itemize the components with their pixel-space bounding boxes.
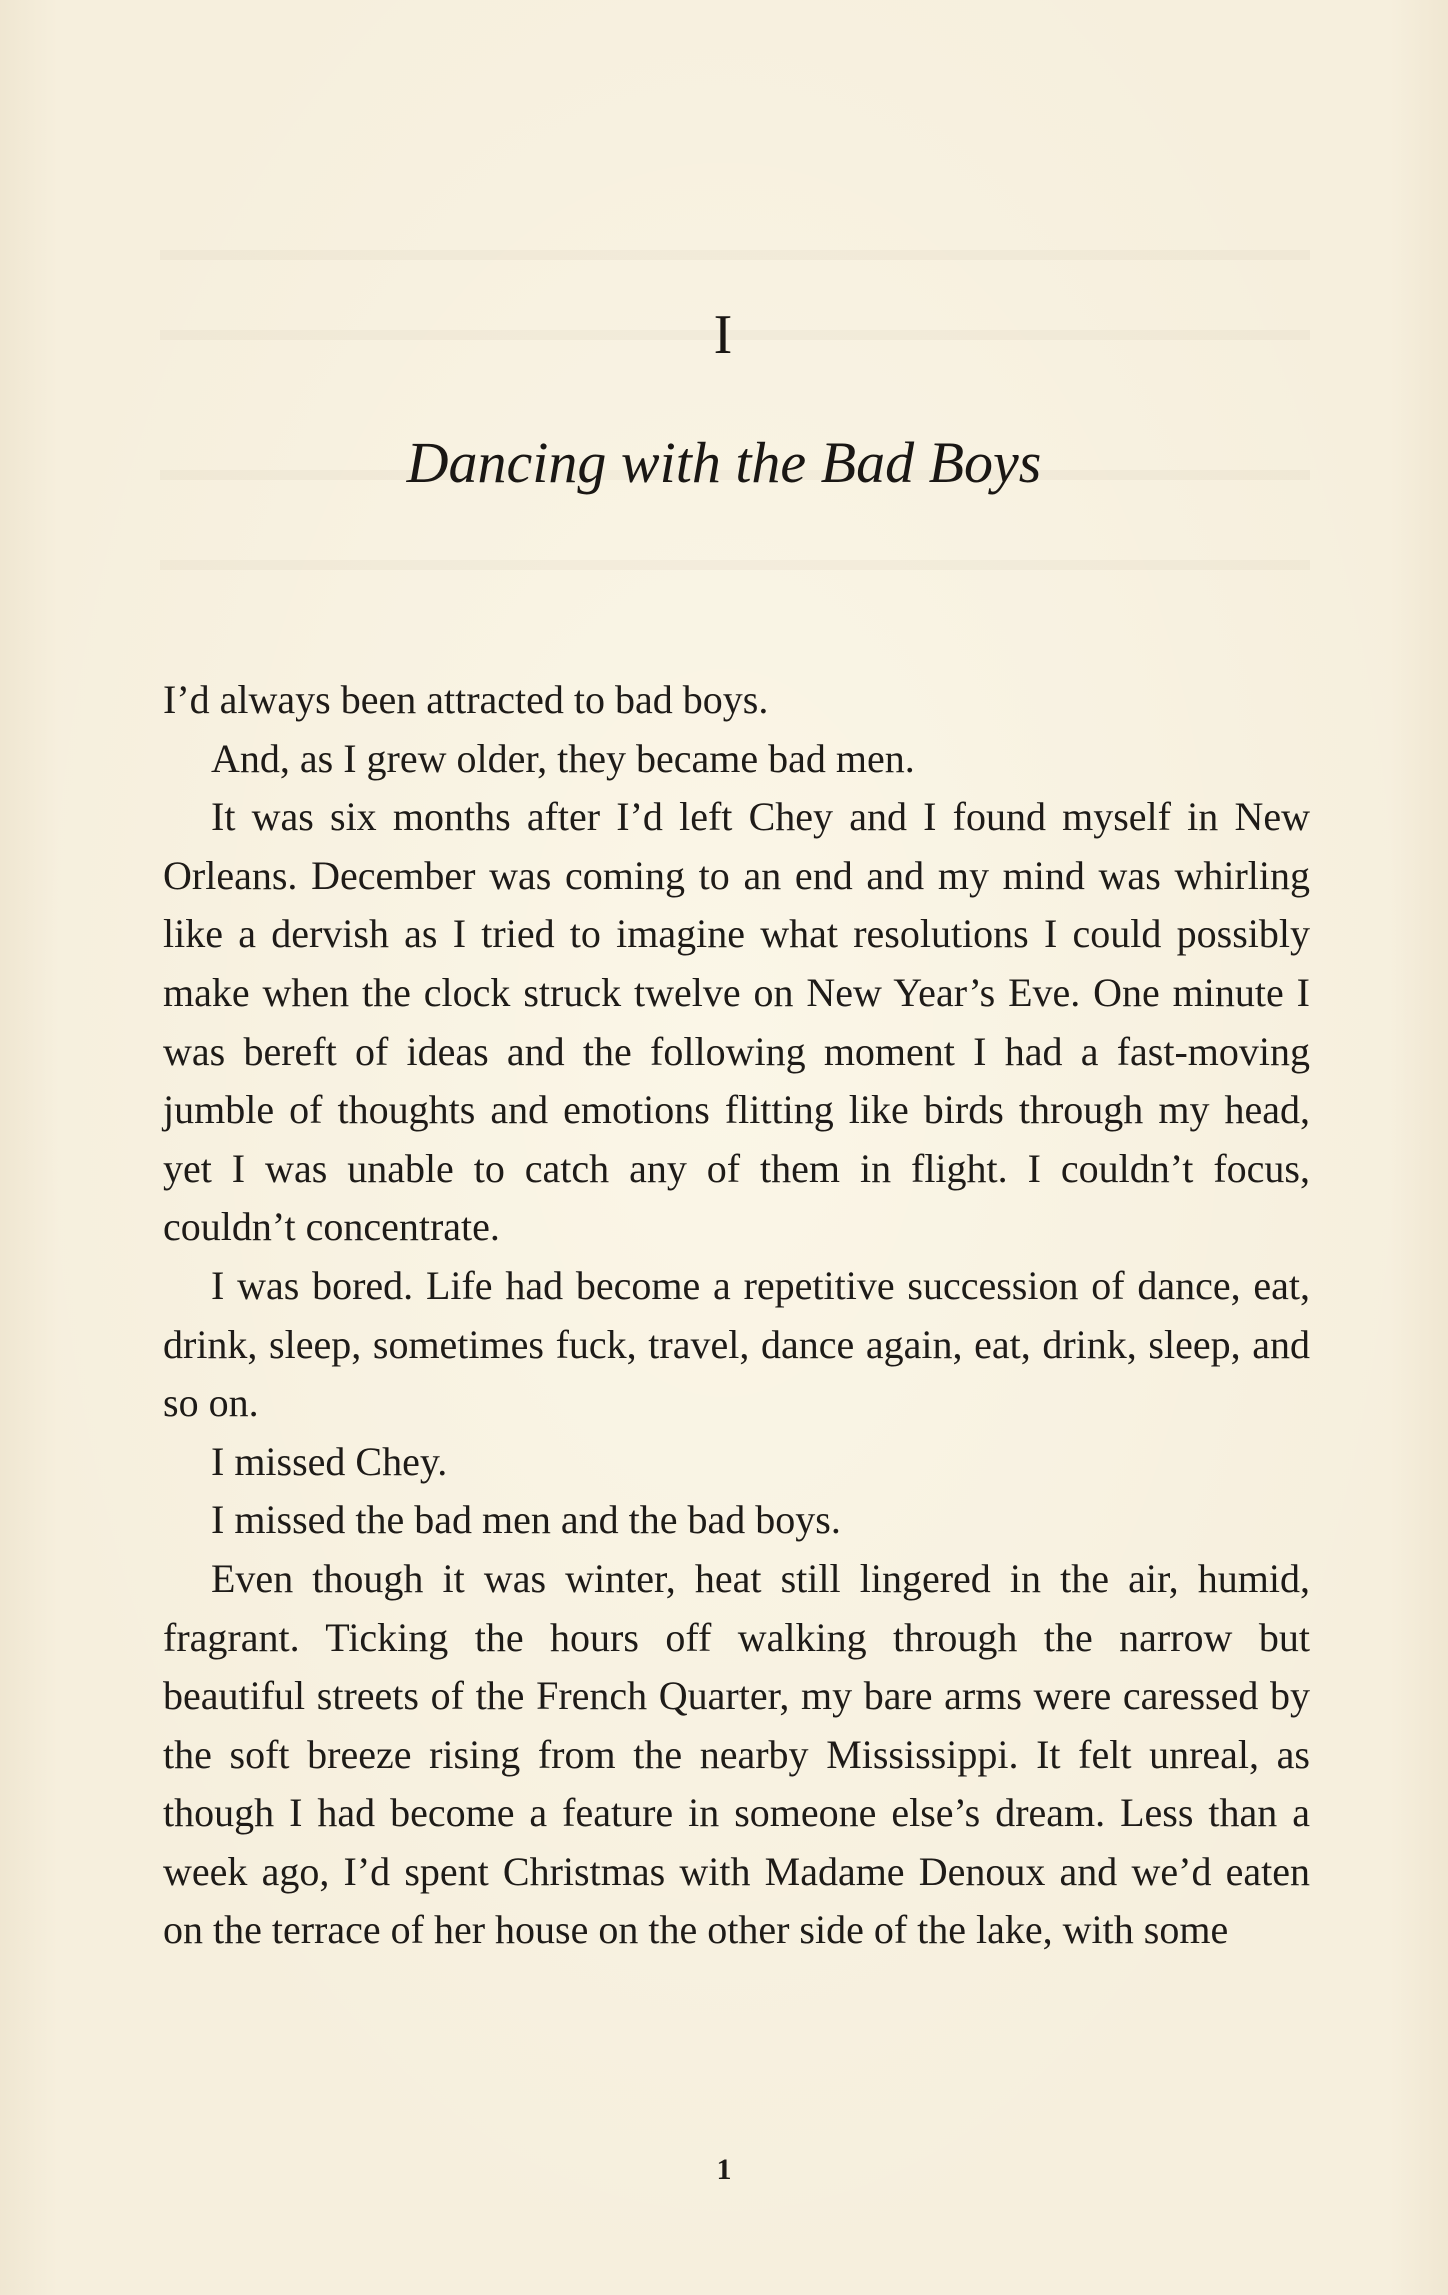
show-through-line — [160, 250, 1310, 260]
paragraph: I missed the bad men and the bad boys. — [211, 1497, 841, 1543]
paragraph: Even though it was winter, heat still lingered in the air, humid, fragrant. Ticking the hours off walking through the narrow but beautiful streets of the French Quarter, my bare arms were caressed by the soft breeze rising from the nearby Mississippi. It felt unreal, as though I had become a feature in someone else’s dream. Less than a week ago, I’d spent Christmas with Madame Denoux and we’d eaten on the terrace of her house on the other side of the lake, with some — [163, 1555, 1310, 1953]
chapter-title: Dancing with the Bad Boys — [406, 430, 1042, 495]
paragraph: It was six months after I’d left Chey and I found myself in New Orleans. December was coming to an end and my mind was whirling like a dervish as I tried to imagine what resolutions I could possibly make when the clock struck twelve on New Year’s Eve. One minute I was bereft of ideas and the following moment I had a fast-moving jumble of thoughts and emotions flitting like birds through my head, yet I was unable to catch any of them in flight. I couldn’t focus, couldn’t concentrate. — [163, 794, 1310, 1250]
paragraph: I was bored. Life had become a repetitive succession of dance, eat, drink, sleep, sometimes fuck, travel, dance again, eat, drink, sleep, and so on. — [163, 1262, 1310, 1426]
chapter-number: I — [713, 304, 735, 366]
chapter-body — [163, 671, 1310, 1960]
paragraph: I’d always been attracted to bad boys. — [163, 677, 769, 722]
paragraph: And, as I grew older, they became bad men. — [211, 735, 915, 781]
paragraph: I missed Chey. — [211, 1438, 448, 1484]
page-number: 1 — [716, 2153, 732, 2186]
show-through-line — [160, 560, 1310, 570]
